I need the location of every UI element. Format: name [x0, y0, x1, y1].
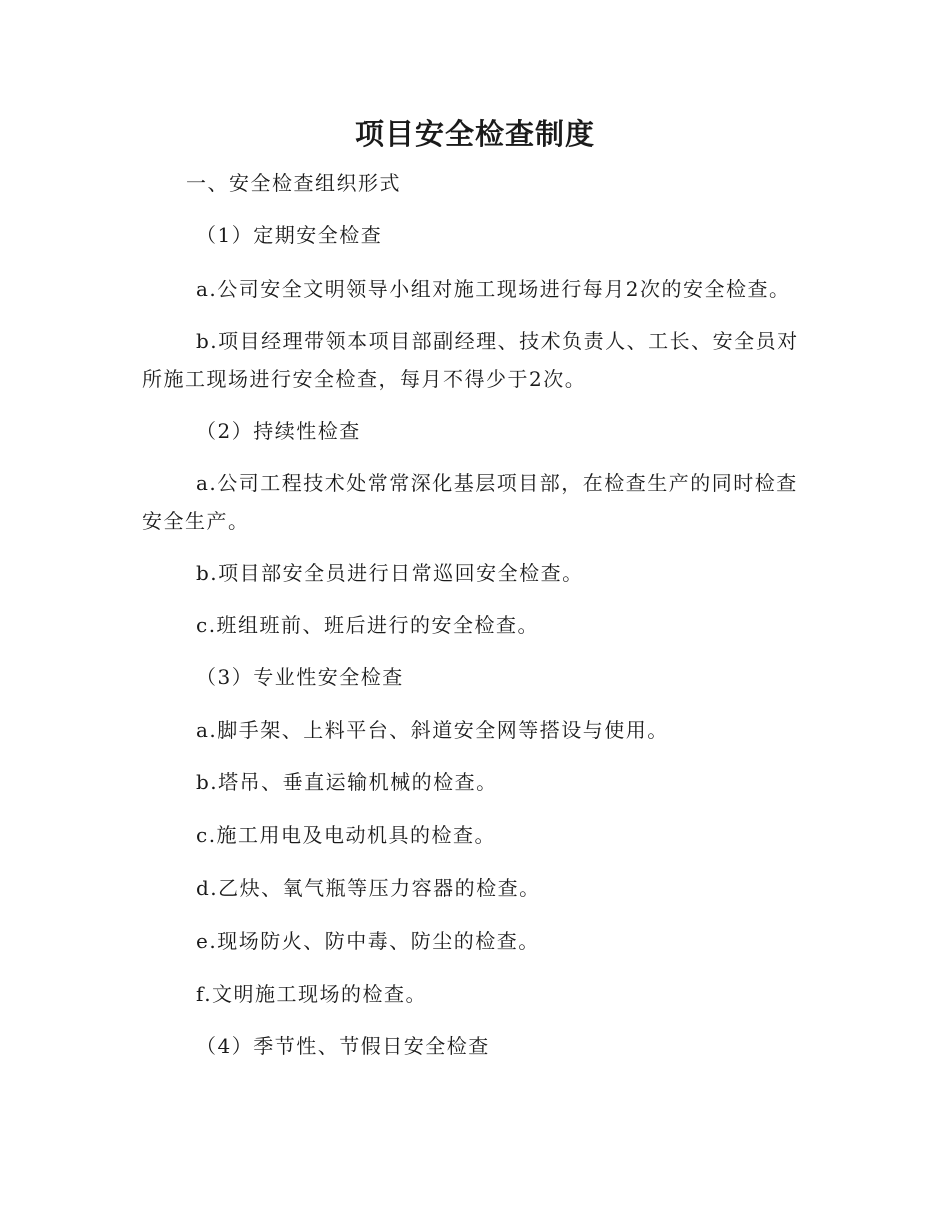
subsection-heading-4: （4）季节性、节假日安全检查	[196, 1034, 490, 1058]
paragraph-line: d.乙炔、氧气瓶等压力容器的检查。	[196, 876, 541, 900]
subsection-heading-3: （3）专业性安全检查	[196, 665, 404, 689]
paragraph-line: a.脚手架、上料平台、斜道安全网等搭设与使用。	[196, 718, 669, 742]
paragraph-line: e.现场防火、防中毒、防尘的检查。	[196, 929, 540, 953]
paragraph-line: b.项目经理带领本项目部副经理、技术负责人、工长、安全员对	[196, 329, 799, 353]
section-heading-1: 一、安全检查组织形式	[186, 171, 401, 195]
paragraph-line: a.公司工程技术处常常深化基层项目部，在检查生产的同时检查	[196, 471, 798, 495]
paragraph-line-continued: 所施工现场进行安全检查，每月不得少于2次。	[142, 367, 587, 391]
paragraph-line: b.塔吊、垂直运输机械的检查。	[196, 770, 498, 794]
paragraph-line: a.公司安全文明领导小组对施工现场进行每月2次的安全检查。	[196, 277, 791, 301]
subsection-heading-2: （2）持续性检查	[196, 419, 361, 443]
paragraph-line: b.项目部安全员进行日常巡回安全检查。	[196, 561, 584, 585]
paragraph-line-continued: 安全生产。	[142, 509, 250, 533]
paragraph-line: f.文明施工现场的检查。	[196, 982, 428, 1006]
subsection-heading-1: （1）定期安全检查	[196, 223, 383, 247]
paragraph-line: c.施工用电及电动机具的检查。	[196, 823, 497, 847]
paragraph-line: c.班组班前、班后进行的安全检查。	[196, 613, 540, 637]
document-title: 项目安全检查制度	[354, 117, 595, 151]
